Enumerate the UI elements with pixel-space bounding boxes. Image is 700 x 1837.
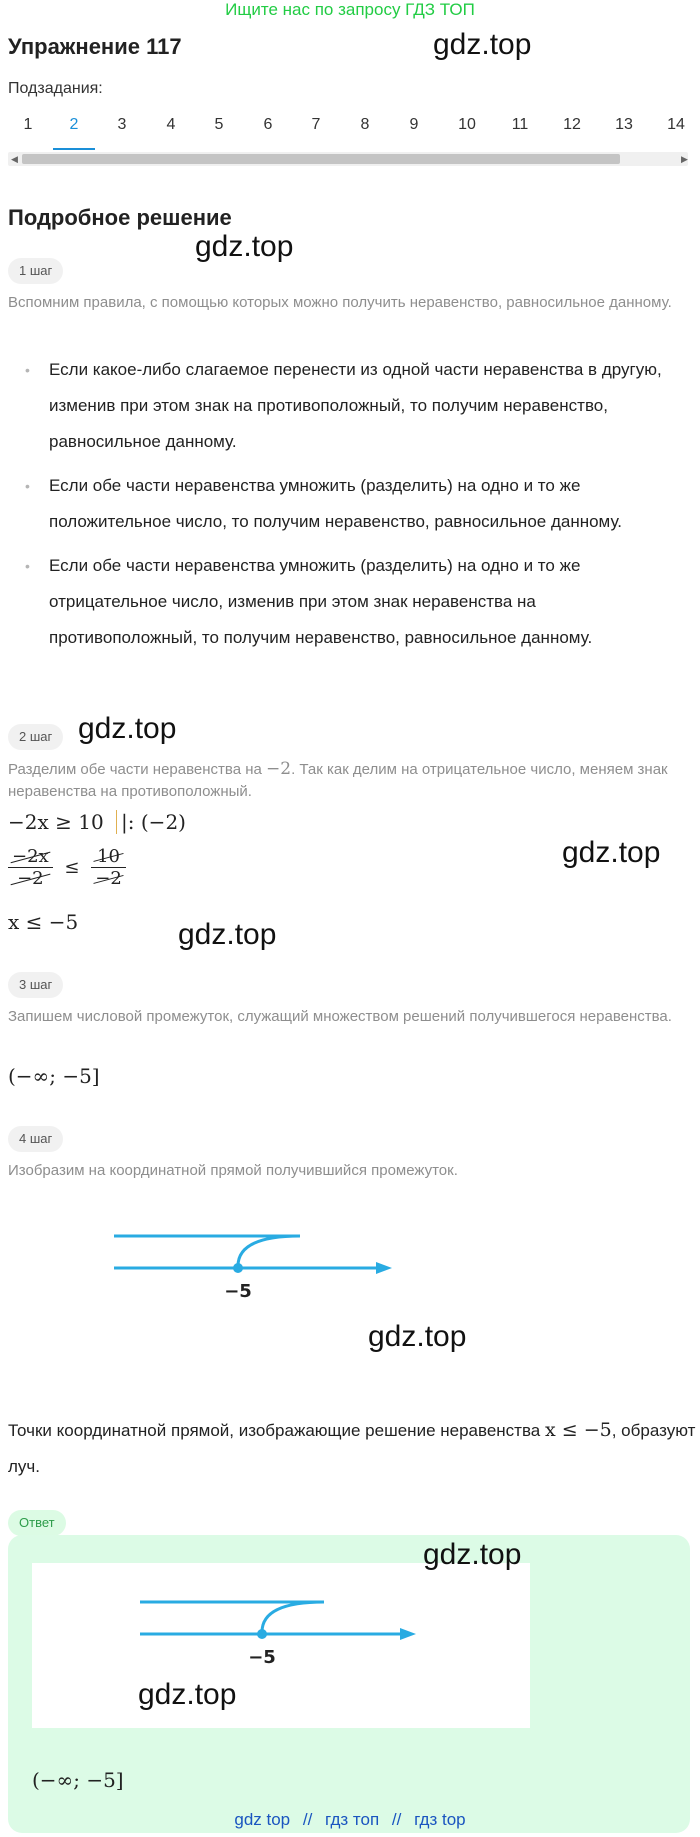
fraction-denominator: −2 (8, 868, 53, 889)
subtasks-label: Подзадания: (8, 80, 103, 97)
step-badge: 1 шаг (8, 258, 63, 284)
fraction-numerator: 10 (91, 846, 126, 867)
page-title: Упражнение 117 (8, 34, 182, 59)
watermark: gdz.top (138, 1678, 237, 1711)
conclusion-text-b: , образуют луч. (8, 1421, 696, 1476)
conclusion-math: x ≤ −5 (545, 1419, 612, 1441)
answer-interval: (−∞; −5] (32, 1768, 124, 1792)
tab-2[interactable]: 2 (69, 116, 79, 133)
list-item: • Если обе части неравенства умножить (разделить) на одно и то же положительное число, то получим неравенство, равносильное данному. (8, 468, 688, 540)
inequality-result: x ≤ −5 (8, 910, 79, 934)
fraction-line (8, 846, 126, 889)
step4-text: Изобразим на координатной прямой получившийся промежуток. (8, 1162, 458, 1179)
scroll-right-icon[interactable]: ▶ (681, 154, 688, 164)
watermark: gdz.top (195, 230, 294, 263)
tab-8[interactable]: 8 (360, 116, 370, 133)
step1-text: Вспомним правила, с помощью которых можно получить неравенство, равносильное данному. (8, 294, 672, 311)
point-marker (233, 1263, 243, 1273)
step-badge: 3 шаг (8, 972, 63, 998)
inequality-left: −2x ≥ 10 (8, 810, 104, 834)
fraction-left (8, 846, 53, 889)
axis-arrow-icon (400, 1628, 416, 1640)
tab-5[interactable]: 5 (214, 116, 224, 133)
step2-text (8, 758, 693, 803)
step3-text: Запишем числовой промежуток, служащий множеством решений получившегося неравенства. (8, 1008, 672, 1025)
fraction-denominator: −2 (91, 868, 126, 889)
divide-note: |: (−2) (116, 810, 186, 834)
solution-title: Подробное решение (8, 205, 232, 230)
answer-badge: Ответ (8, 1510, 66, 1536)
watermark: gdz.top (562, 836, 661, 869)
step-badge: 4 шаг (8, 1126, 63, 1152)
watermark: gdz.top (368, 1320, 467, 1353)
point-marker (257, 1629, 267, 1639)
watermark: gdz.top (78, 712, 177, 745)
number-line (100, 1222, 400, 1304)
tab-4[interactable]: 4 (166, 116, 176, 133)
scrollbar-thumb[interactable] (22, 154, 620, 164)
tab-12[interactable]: 12 (563, 116, 581, 133)
active-tab-indicator (53, 148, 95, 150)
footer-link[interactable]: гдз топ (325, 1810, 380, 1829)
axis-arrow-icon (376, 1262, 392, 1274)
tab-11[interactable]: 11 (511, 116, 529, 133)
solution-ray (114, 1236, 300, 1266)
fraction-sign: ≤ (64, 857, 80, 878)
solution-ray (140, 1602, 324, 1632)
inequality-line (8, 810, 186, 834)
footer-links (0, 1810, 700, 1830)
interval: (−∞; −5] (8, 1064, 100, 1088)
tab-13[interactable]: 13 (615, 116, 633, 133)
list-item: • Если обе части неравенства умножить (разделить) на одно и то же отрицательное число, изменив при этом знак неравенства на противоположный, то получим неравенство, равносильное данному. (8, 548, 688, 656)
footer-link[interactable]: гдз top (414, 1810, 466, 1829)
point-label: −5 (248, 1647, 276, 1668)
subtask-tabs (8, 116, 688, 152)
fraction-right (91, 846, 126, 889)
step-badge: 2 шаг (8, 724, 63, 750)
footer-link[interactable]: gdz top (234, 1810, 291, 1829)
tab-3[interactable]: 3 (117, 116, 127, 133)
step2-text-a: Разделим обе части неравенства на (8, 761, 266, 778)
tab-10[interactable]: 10 (458, 116, 476, 133)
answer-number-line (124, 1588, 424, 1670)
fraction-numerator: −2x (8, 846, 53, 867)
watermark: gdz.top (433, 28, 532, 61)
footer-separator: // (302, 1810, 313, 1829)
watermark: gdz.top (423, 1538, 522, 1571)
tab-6[interactable]: 6 (263, 116, 273, 133)
step2-number: −2 (266, 759, 292, 779)
point-label: −5 (224, 1281, 252, 1302)
tab-14[interactable]: 14 (667, 116, 685, 133)
rules-list (8, 352, 688, 664)
scroll-left-icon[interactable]: ◀ (11, 154, 18, 164)
tab-1[interactable]: 1 (23, 116, 33, 133)
step2-text-b: . Так как делим на отрицательное число, меняем знак неравенства на противоположный. (8, 761, 668, 800)
conclusion-text-a: Точки координатной прямой, изображающие решение неравенства (8, 1421, 545, 1440)
tab-9[interactable]: 9 (409, 116, 419, 133)
promo-banner: Ищите нас по запросу ГДЗ ТОП (225, 0, 475, 19)
conclusion-text (8, 1412, 698, 1485)
list-item: • Если какое-либо слагаемое перенести из одной части неравенства в другую, изменив при этом знак на противоположный, то получим неравенство, равносильное данному. (8, 352, 688, 460)
watermark: gdz.top (178, 918, 277, 951)
footer-separator: // (391, 1810, 402, 1829)
tab-7[interactable]: 7 (311, 116, 321, 133)
